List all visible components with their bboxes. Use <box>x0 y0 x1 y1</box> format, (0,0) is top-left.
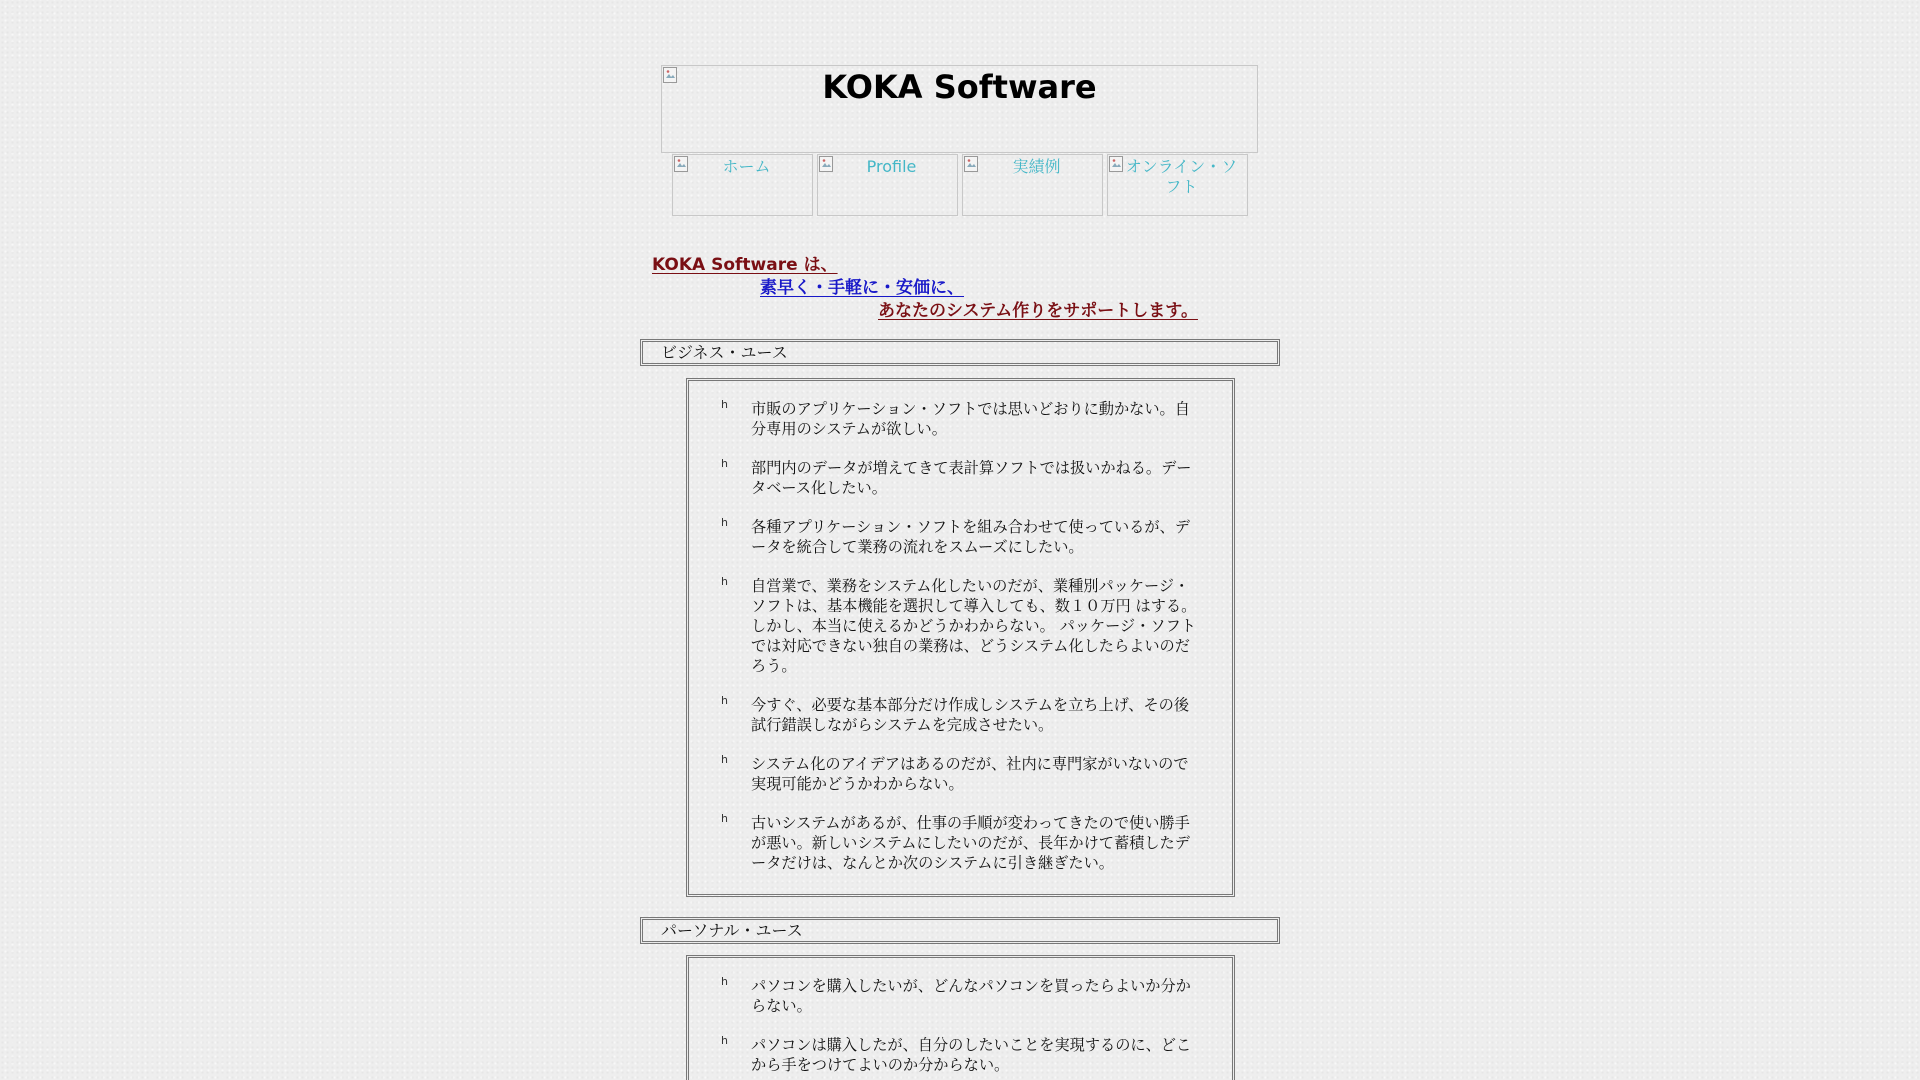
list-item-text: 部門内のデータが増えてきて表計算ソフトでは扱いかねる。データベース化したい。 <box>751 459 1192 497</box>
list-item-text: システム化のアイデアはあるのだが、社内に専門家がいないので実現可能かどうかわからない。 <box>751 755 1189 793</box>
list-item-text: 市販のアプリケーション・ソフトでは思いどおりに動かない。自分専用のシステムが欲しい。 <box>751 400 1190 438</box>
business-use-list <box>686 378 1235 897</box>
nav-home-button[interactable] <box>672 154 813 216</box>
list-item-text: パソコンを購入したいが、どんなパソコンを買ったらよいか分からない。 <box>751 977 1191 1015</box>
list-item-text: 自営業で、業務をシステム化したいのだが、業種別パッケージ・ソフトは、基本機能を選択して導入しても、数１０万円 はする。しかし、本当に使えるかどうかわからない。 パッケージ・ソフトでは対応できない独自の業務は、どうシステム化したらよいのだろう。 <box>751 577 1197 675</box>
list-item <box>723 976 1200 1016</box>
site-title: KOKA Software <box>822 68 1097 106</box>
personal-use-list <box>686 955 1235 1080</box>
nav-profile-label: Profile <box>866 157 917 176</box>
list-item <box>723 813 1200 873</box>
tagline-line-1: KOKA Software は、 <box>652 255 838 275</box>
list-item <box>723 754 1200 794</box>
list-item-text: 各種アプリケーション・ソフトを組み合わせて使っているが、データを統合して業務の流れをスムーズにしたい。 <box>751 518 1190 556</box>
nav-works-button[interactable] <box>962 154 1103 216</box>
list-item-text: 古いシステムがあるが、仕事の手順が変わってきたので使い勝手が悪い。新しいシステムにしたいのだが、長年かけて蓄積したデータだけは、なんとか次のシステムに引き継ぎたい。 <box>751 814 1190 872</box>
bullet-icon: h <box>721 1034 728 1047</box>
list-item <box>723 695 1200 735</box>
broken-image-icon <box>1109 156 1123 172</box>
list-item <box>723 576 1200 676</box>
nav-works-label: 実績例 <box>1012 157 1061 176</box>
broken-image-icon <box>964 156 978 172</box>
list-item <box>723 458 1200 498</box>
tagline-line-2: 素早く・手軽に・安価に、 <box>760 278 964 298</box>
nav-online-software-label: オンライン・ソフト <box>1125 157 1238 196</box>
list-item-text: 今すぐ、必要な基本部分だけ作成しシステムを立ち上げ、その後試行錯誤しながらシステムを完成させたい。 <box>751 696 1190 734</box>
bullet-icon: h <box>721 516 728 529</box>
bullet-icon: h <box>721 575 728 588</box>
nav-profile-button[interactable] <box>817 154 958 216</box>
bullet-icon: h <box>721 694 728 707</box>
bullet-icon: h <box>721 753 728 766</box>
site-header-banner <box>661 65 1258 153</box>
list-item <box>723 1035 1200 1075</box>
section-title-personal: パーソナル・ユース <box>661 921 803 940</box>
nav-home-label: ホーム <box>722 157 771 176</box>
nav-online-software-button[interactable] <box>1107 154 1248 216</box>
list-item <box>723 399 1200 439</box>
section-header-business <box>640 339 1280 366</box>
bullet-icon: h <box>721 457 728 470</box>
broken-image-icon <box>819 156 833 172</box>
section-title-business: ビジネス・ユース <box>661 343 788 362</box>
bullet-icon: h <box>721 975 728 988</box>
bullet-icon: h <box>721 398 728 411</box>
bullet-icon: h <box>721 812 728 825</box>
tagline-line-3: あなたのシステム作りをサポートします。 <box>878 301 1198 321</box>
list-item <box>723 517 1200 557</box>
broken-image-icon <box>674 156 688 172</box>
main-navigation <box>672 154 1250 216</box>
list-item-text: パソコンは購入したが、自分のしたいことを実現するのに、どこから手をつけてよいのか分からない。 <box>751 1036 1192 1074</box>
section-header-personal <box>640 917 1280 944</box>
